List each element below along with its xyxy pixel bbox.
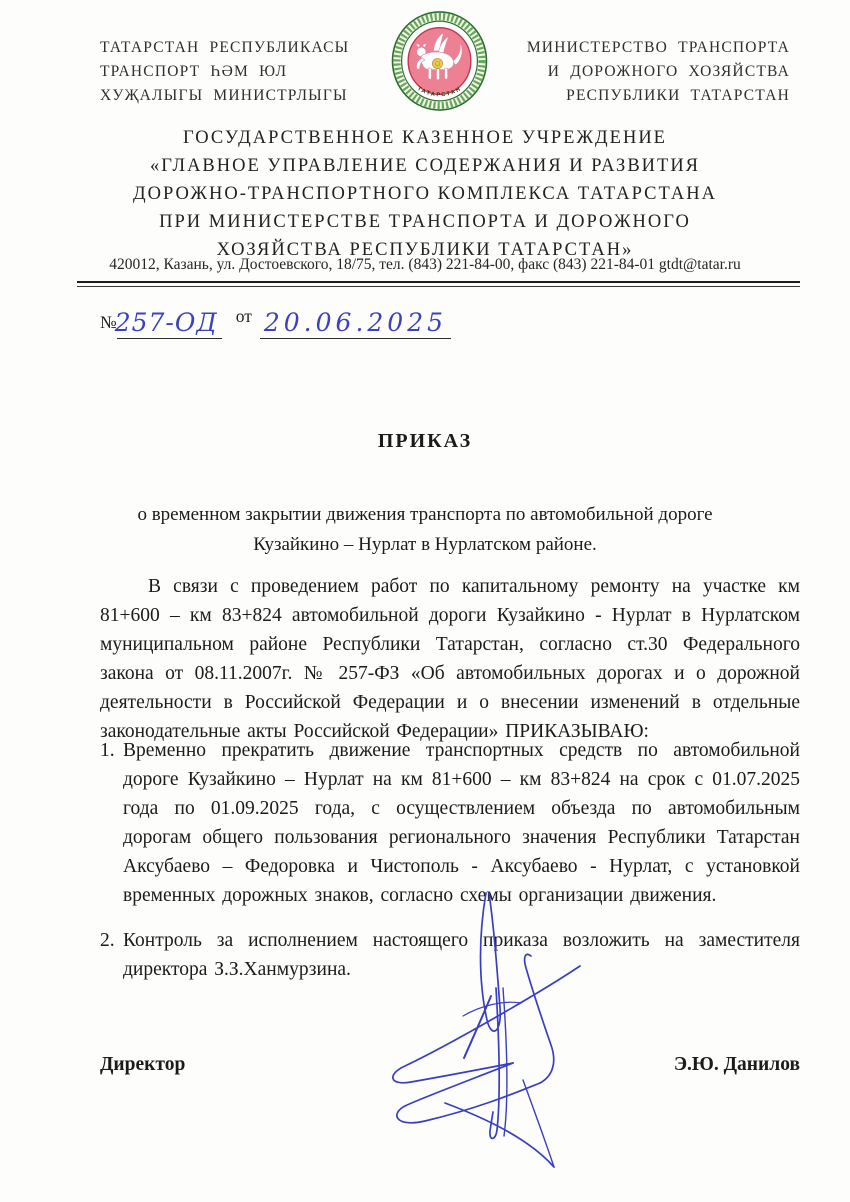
emblem-ring-text: ТАТАРСТАН: [416, 85, 463, 99]
document-date-handwritten: 20.06.2025: [263, 308, 448, 337]
org-line5: ХОЗЯЙСТВА РЕСПУБЛИКИ ТАТАРСТАН»: [216, 240, 634, 260]
preamble-paragraph: В связи с проведением работ по капитальному ремонту на участке км 81+600 – км 83+824 автомобильной дороги Кузайкино - Нурлат в Нурлатском муниципальном районе Республики Татарстан, согласно ст.30 Федерального закона от 08.11.2007г. № 257-ФЗ «Об автомобильных дорогах и о дорожной деятельности в Российской Федерации и о внесении изменений в отдельные законодательные акты Российской Федерации» ПРИКАЗЫВАЮ:: [100, 576, 800, 742]
signer-name: Э.Ю. Данилов: [673, 1054, 800, 1075]
ministry-name-russian: [498, 36, 790, 108]
document-number-line: [100, 299, 451, 339]
signer-role-label: Директор: [100, 1054, 186, 1075]
order-item-2-number: 2.: [100, 930, 115, 951]
tatarstan-coat-of-arms-icon: [391, 10, 488, 112]
signature-row: [100, 1054, 800, 1076]
ministry-name-tatar-line2: ТРАНСПОРТ ҺӘМ ЮЛ: [100, 63, 288, 80]
org-line2: «ГЛАВНОЕ УПРАВЛЕНИЕ СОДЕРЖАНИЯ И РАЗВИТИЯ: [149, 156, 701, 176]
subject-line2: Кузайкино – Нурлат в Нурлатском районе.: [253, 534, 597, 555]
order-item-2: [100, 926, 800, 984]
ministry-name-tatar-line3: ХУҖАЛЫГЫ МИНИСТРЛЫГЫ: [100, 87, 348, 104]
org-line3: ДОРОЖНО-ТРАНСПОРТНОГО КОМПЛЕКСА ТАТАРСТАНА: [133, 184, 717, 204]
ot-label: от: [235, 306, 252, 326]
order-item-1: [100, 736, 800, 910]
order-item-1-number: 1.: [100, 740, 115, 761]
ministry-name-russian-line1: МИНИСТЕРСТВО ТРАНСПОРТА: [526, 39, 790, 56]
ministry-name-tatar-line1: ТАТАРСТАН РЕСПУБЛИКАСЫ: [100, 39, 350, 56]
document-number-handwritten: 257-ОД: [114, 308, 218, 337]
organization-name-block: [75, 124, 775, 264]
document-title: ПРИКАЗ: [377, 430, 473, 452]
org-line1: ГОСУДАРСТВЕННОЕ КАЗЕННОЕ УЧРЕЖДЕНИЕ: [183, 128, 667, 148]
ministry-name-russian-line2: И ДОРОЖНОГО ХОЗЯЙСТВА: [547, 63, 790, 80]
ministry-name-tatar: [100, 36, 368, 108]
address-contact-line: 420012, Казань, ул. Достоевского, 18/75, тел. (843) 221-84-00, факс (843) 221-84-01 gtdt@tatar.ru: [109, 256, 741, 273]
number-sign-label: №: [100, 312, 117, 332]
document-number-underline: [114, 308, 222, 339]
order-items-list: [100, 736, 800, 1000]
letterhead-divider-rule: [77, 281, 800, 287]
document-date-underline: [260, 308, 451, 339]
org-line4: ПРИ МИНИСТЕРСТВЕ ТРАНСПОРТА И ДОРОЖНОГО: [159, 212, 691, 232]
document-subject: [110, 500, 740, 560]
ministry-name-russian-line3: РЕСПУБЛИКИ ТАТАРСТАН: [566, 87, 790, 104]
subject-line1: о временном закрытии движения транспорта по автомобильной дороге: [137, 504, 713, 525]
order-item-2-text: Контроль за исполнением настоящего приказа возложить на заместителя директора З.З.Ханмурзина.: [123, 930, 800, 980]
order-item-1-text: Временно прекратить движение транспортных средств по автомобильной дороге Кузайкино – Нурлат на км 81+600 – км 83+824 на срок с 01.07.2025 года по 01.09.2025 года, с осуществлением объезда по автомобильным дорогам общего пользования регионального значения Республики Татарстан Аксубаево – Федоровка и Чистополь - Аксубаево - Нурлат, с установкой временных дорожных знаков, согласно схемы организации движения.: [123, 740, 800, 906]
